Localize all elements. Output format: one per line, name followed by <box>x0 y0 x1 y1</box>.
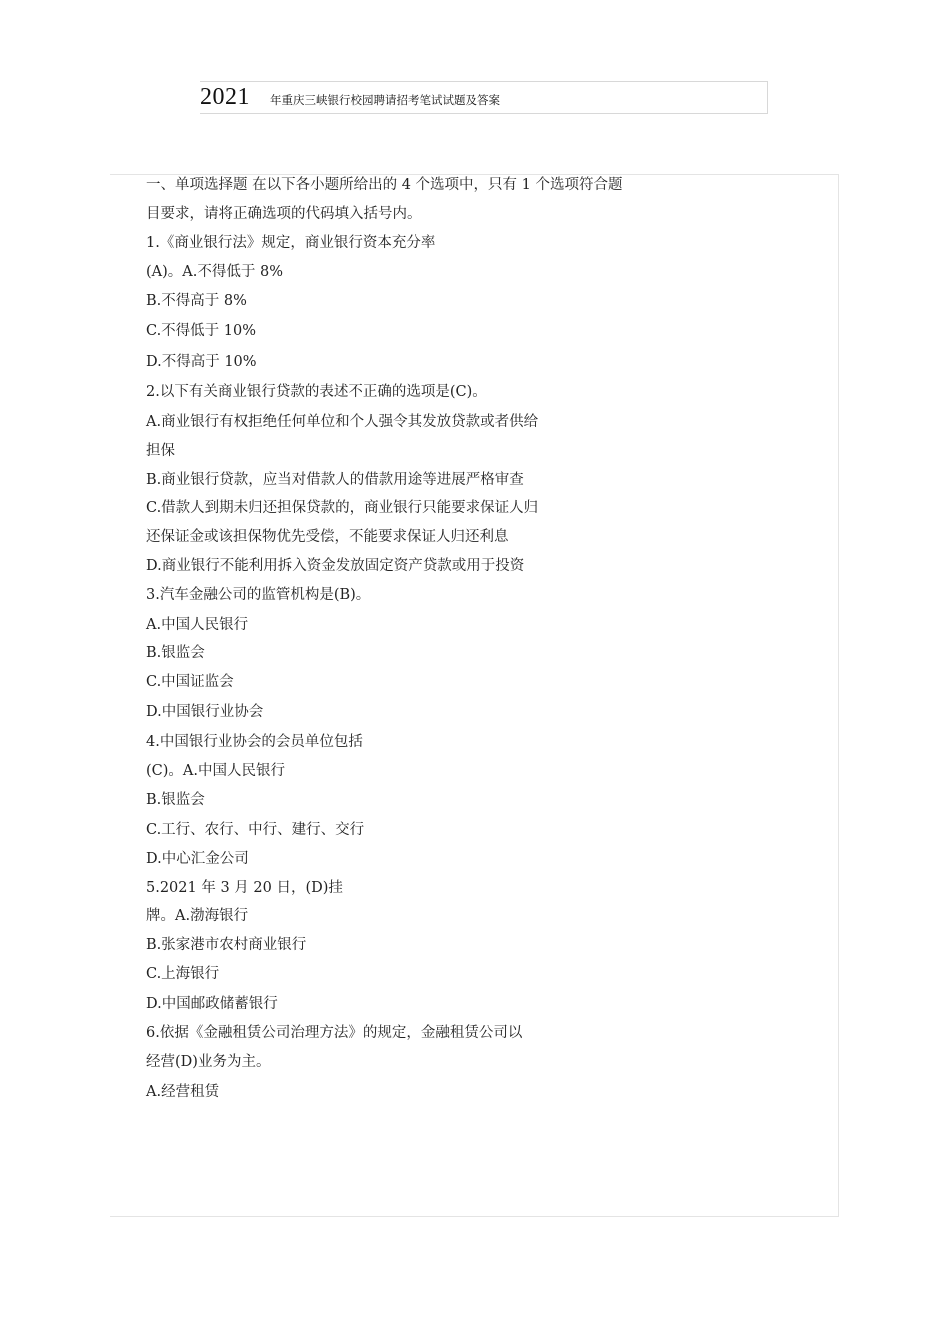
question-4: 4.中国银行业协会的会员单位包括 <box>146 734 363 750</box>
q5-option-d: D.中国邮政储蓄银行 <box>146 996 278 1012</box>
q2-option-b: B.商业银行贷款，应当对借款人的借款用途等进展严格审查 <box>146 472 524 488</box>
q2-option-c: C.借款人到期未归还担保贷款的，商业银行只能要求保证人归 <box>146 500 539 516</box>
q4-option-c: C.工行、农行、中行、建行、交行 <box>146 822 365 838</box>
q2-option-a-cont: 担保 <box>146 443 175 459</box>
section-heading-cont: 目要求，请将正确选项的代码填入括号内。 <box>146 206 422 222</box>
q1-option-b: B.不得高于 8% <box>146 293 247 309</box>
q1-option-d: D.不得高于 10% <box>146 354 257 370</box>
q4-option-b: B.银监会 <box>146 792 205 808</box>
q2-option-d: D.商业银行不能利用拆入资金发放固定资产贷款或用于投资 <box>146 558 525 574</box>
question-5: 5.2021 年 3 月 20 日，(D)挂 <box>146 880 343 896</box>
document-title: 年重庆三峡银行校园聘请招考笔试试题及答案 <box>270 93 500 107</box>
q5-option-b: B.张家港市农村商业银行 <box>146 937 307 953</box>
q1-answer-option-a: (A)。A.不得低于 8% <box>146 264 283 280</box>
header-year: 2021 <box>200 84 250 110</box>
q3-option-d: D.中国银行业协会 <box>146 704 264 720</box>
question-6-cont: 经营(D)业务为主。 <box>146 1054 271 1070</box>
q3-option-a: A.中国人民银行 <box>146 617 249 633</box>
question-3: 3.汽车金融公司的监管机构是(B)。 <box>146 587 371 603</box>
question-2: 2.以下有关商业银行贷款的表述不正确的选项是(C)。 <box>146 384 487 400</box>
section-heading: 一、单项选择题 在以下各小题所给出的 4 个选项中，只有 1 个选项符合题 <box>146 177 623 193</box>
q4-answer-option-a: (C)。A.中国人民银行 <box>146 763 285 779</box>
q2-option-a: A.商业银行有权拒绝任何单位和个人强令其发放贷款或者供给 <box>146 414 539 430</box>
q3-option-b: B.银监会 <box>146 645 205 661</box>
q2-option-c-cont: 还保证金或该担保物优先受偿，不能要求保证人归还利息 <box>146 529 509 545</box>
q1-option-c: C.不得低于 10% <box>146 323 257 339</box>
question-1: 1.《商业银行法》规定，商业银行资本充分率 <box>146 235 436 251</box>
q5-option-c: C.上海银行 <box>146 966 220 982</box>
q6-option-a: A.经营租赁 <box>146 1084 220 1100</box>
q3-option-c: C.中国证监会 <box>146 674 234 690</box>
q4-option-d: D.中心汇金公司 <box>146 851 249 867</box>
q5-option-a: 牌。A.渤海银行 <box>146 908 249 924</box>
question-6: 6.依据《金融租赁公司治理方法》的规定，金融租赁公司以 <box>146 1025 523 1041</box>
